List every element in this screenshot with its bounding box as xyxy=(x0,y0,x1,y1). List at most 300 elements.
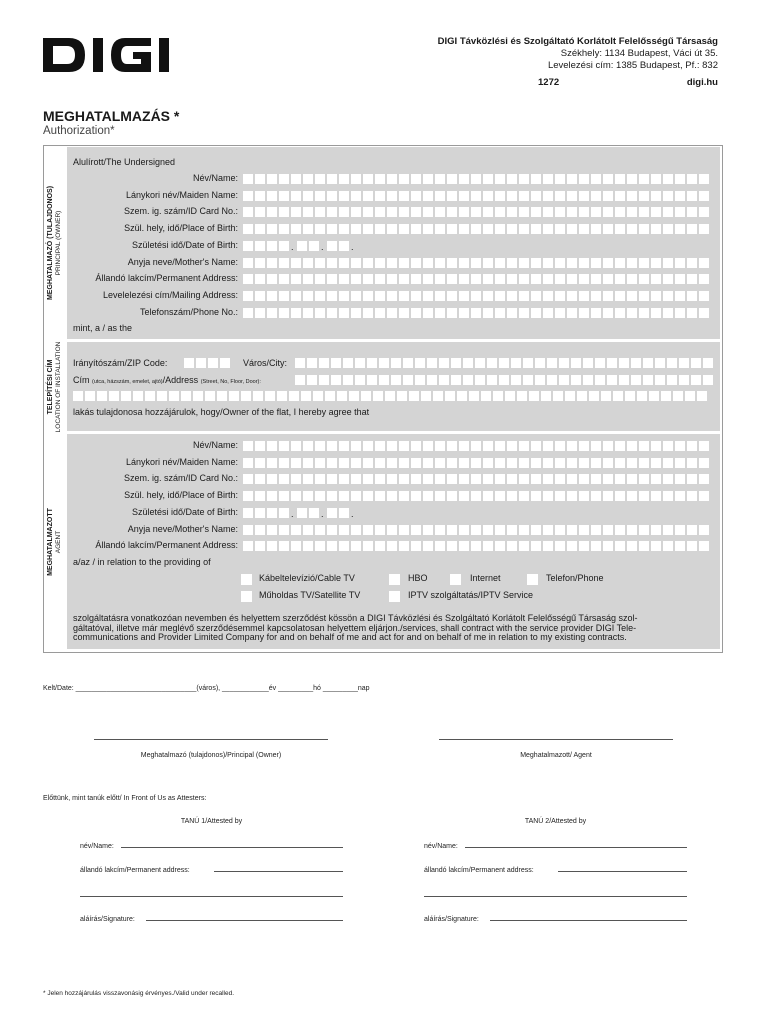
char-box[interactable] xyxy=(423,274,433,284)
zip-input[interactable] xyxy=(184,358,230,368)
char-box[interactable] xyxy=(699,258,709,268)
char-box[interactable] xyxy=(319,358,329,368)
char-box[interactable] xyxy=(339,191,349,201)
char-box[interactable] xyxy=(363,224,373,234)
char-box[interactable] xyxy=(315,441,325,451)
principal-birth-month-input[interactable] xyxy=(297,241,319,251)
char-box[interactable] xyxy=(547,375,557,385)
char-box[interactable] xyxy=(387,224,397,234)
char-box[interactable] xyxy=(327,258,337,268)
char-box[interactable] xyxy=(687,474,697,484)
char-box[interactable] xyxy=(699,224,709,234)
address-input-line-2[interactable] xyxy=(73,391,714,401)
char-box[interactable] xyxy=(675,174,685,184)
char-box[interactable] xyxy=(639,541,649,551)
char-box[interactable] xyxy=(663,458,673,468)
char-box[interactable] xyxy=(555,258,565,268)
char-box[interactable] xyxy=(399,174,409,184)
char-box[interactable] xyxy=(447,274,457,284)
agent-field-input[interactable] xyxy=(243,541,714,551)
char-box[interactable] xyxy=(471,174,481,184)
char-box[interactable] xyxy=(507,441,517,451)
char-box[interactable] xyxy=(315,525,325,535)
char-box[interactable] xyxy=(699,491,709,501)
char-box[interactable] xyxy=(675,191,685,201)
char-box[interactable] xyxy=(339,291,349,301)
char-box[interactable] xyxy=(351,541,361,551)
char-box[interactable] xyxy=(651,491,661,501)
char-box[interactable] xyxy=(375,491,385,501)
char-box[interactable] xyxy=(531,174,541,184)
char-box[interactable] xyxy=(279,207,289,217)
char-box[interactable] xyxy=(447,474,457,484)
char-box[interactable] xyxy=(663,258,673,268)
char-box[interactable] xyxy=(471,525,481,535)
char-box[interactable] xyxy=(699,525,709,535)
char-box[interactable] xyxy=(415,375,425,385)
char-box[interactable] xyxy=(303,274,313,284)
char-box[interactable] xyxy=(267,308,277,318)
char-box[interactable] xyxy=(447,491,457,501)
char-box[interactable] xyxy=(507,525,517,535)
char-box[interactable] xyxy=(339,474,349,484)
char-box[interactable] xyxy=(651,525,661,535)
char-box[interactable] xyxy=(423,258,433,268)
char-box[interactable] xyxy=(459,191,469,201)
char-box[interactable] xyxy=(433,391,443,401)
char-box[interactable] xyxy=(601,391,611,401)
char-box[interactable] xyxy=(507,258,517,268)
char-box[interactable] xyxy=(567,258,577,268)
char-box[interactable] xyxy=(447,441,457,451)
char-box[interactable] xyxy=(279,258,289,268)
char-box[interactable] xyxy=(307,358,317,368)
char-box[interactable] xyxy=(267,291,277,301)
char-box[interactable] xyxy=(319,375,329,385)
char-box[interactable] xyxy=(619,375,629,385)
char-box[interactable] xyxy=(423,308,433,318)
char-box[interactable] xyxy=(481,391,491,401)
char-box[interactable] xyxy=(97,391,107,401)
char-box[interactable] xyxy=(591,224,601,234)
char-box[interactable] xyxy=(351,491,361,501)
char-box[interactable] xyxy=(445,391,455,401)
char-box[interactable] xyxy=(483,191,493,201)
char-box[interactable] xyxy=(615,525,625,535)
char-box[interactable] xyxy=(355,375,365,385)
char-box[interactable] xyxy=(535,375,545,385)
char-box[interactable] xyxy=(703,358,713,368)
char-box[interactable] xyxy=(555,525,565,535)
char-box[interactable] xyxy=(567,474,577,484)
char-box[interactable] xyxy=(447,224,457,234)
char-box[interactable] xyxy=(399,274,409,284)
char-box[interactable] xyxy=(291,308,301,318)
char-box[interactable] xyxy=(591,541,601,551)
char-box[interactable] xyxy=(687,525,697,535)
char-box[interactable] xyxy=(411,258,421,268)
char-box[interactable] xyxy=(303,191,313,201)
char-box[interactable] xyxy=(607,375,617,385)
char-box[interactable] xyxy=(291,191,301,201)
char-box[interactable] xyxy=(531,458,541,468)
char-box[interactable] xyxy=(495,191,505,201)
char-box[interactable] xyxy=(255,258,265,268)
char-box[interactable] xyxy=(243,308,253,318)
char-box[interactable] xyxy=(351,224,361,234)
char-box[interactable] xyxy=(267,258,277,268)
char-box[interactable] xyxy=(519,491,529,501)
char-box[interactable] xyxy=(411,224,421,234)
char-box[interactable] xyxy=(579,458,589,468)
char-box[interactable] xyxy=(663,174,673,184)
char-box[interactable] xyxy=(279,474,289,484)
char-box[interactable] xyxy=(567,174,577,184)
witness2-address-line[interactable] xyxy=(558,871,687,872)
char-box[interactable] xyxy=(375,474,385,484)
char-box[interactable] xyxy=(439,358,449,368)
char-box[interactable] xyxy=(495,224,505,234)
char-box[interactable] xyxy=(579,274,589,284)
char-box[interactable] xyxy=(631,375,641,385)
char-box[interactable] xyxy=(363,474,373,484)
char-box[interactable] xyxy=(291,525,301,535)
char-box[interactable] xyxy=(639,291,649,301)
char-box[interactable] xyxy=(603,274,613,284)
char-box[interactable] xyxy=(507,274,517,284)
char-box[interactable] xyxy=(291,207,301,217)
char-box[interactable] xyxy=(459,474,469,484)
char-box[interactable] xyxy=(267,241,277,251)
char-box[interactable] xyxy=(595,358,605,368)
char-box[interactable] xyxy=(591,258,601,268)
char-box[interactable] xyxy=(315,291,325,301)
char-box[interactable] xyxy=(447,541,457,551)
char-box[interactable] xyxy=(483,525,493,535)
char-box[interactable] xyxy=(649,391,659,401)
char-box[interactable] xyxy=(375,224,385,234)
char-box[interactable] xyxy=(373,391,383,401)
char-box[interactable] xyxy=(471,458,481,468)
char-box[interactable] xyxy=(279,224,289,234)
char-box[interactable] xyxy=(243,441,253,451)
char-box[interactable] xyxy=(411,541,421,551)
char-box[interactable] xyxy=(289,391,299,401)
char-box[interactable] xyxy=(627,441,637,451)
address-input-line-1[interactable] xyxy=(295,375,714,385)
char-box[interactable] xyxy=(85,391,95,401)
char-box[interactable] xyxy=(687,224,697,234)
char-box[interactable] xyxy=(567,291,577,301)
char-box[interactable] xyxy=(471,491,481,501)
char-box[interactable] xyxy=(615,474,625,484)
char-box[interactable] xyxy=(375,274,385,284)
char-box[interactable] xyxy=(315,258,325,268)
char-box[interactable] xyxy=(663,525,673,535)
char-box[interactable] xyxy=(255,458,265,468)
char-box[interactable] xyxy=(579,491,589,501)
char-box[interactable] xyxy=(196,358,206,368)
char-box[interactable] xyxy=(699,474,709,484)
satellite-tv-checkbox[interactable] xyxy=(241,591,252,602)
char-box[interactable] xyxy=(651,274,661,284)
char-box[interactable] xyxy=(507,458,517,468)
char-box[interactable] xyxy=(519,308,529,318)
char-box[interactable] xyxy=(555,207,565,217)
char-box[interactable] xyxy=(603,224,613,234)
char-box[interactable] xyxy=(459,224,469,234)
char-box[interactable] xyxy=(579,474,589,484)
char-box[interactable] xyxy=(483,541,493,551)
char-box[interactable] xyxy=(435,274,445,284)
char-box[interactable] xyxy=(339,525,349,535)
char-box[interactable] xyxy=(279,525,289,535)
char-box[interactable] xyxy=(687,458,697,468)
char-box[interactable] xyxy=(265,391,275,401)
char-box[interactable] xyxy=(399,541,409,551)
char-box[interactable] xyxy=(303,441,313,451)
char-box[interactable] xyxy=(303,474,313,484)
char-box[interactable] xyxy=(603,541,613,551)
char-box[interactable] xyxy=(447,308,457,318)
char-box[interactable] xyxy=(339,508,349,518)
char-box[interactable] xyxy=(663,191,673,201)
char-box[interactable] xyxy=(627,274,637,284)
char-box[interactable] xyxy=(435,308,445,318)
char-box[interactable] xyxy=(505,391,515,401)
char-box[interactable] xyxy=(447,258,457,268)
char-box[interactable] xyxy=(567,274,577,284)
char-box[interactable] xyxy=(307,375,317,385)
char-box[interactable] xyxy=(451,358,461,368)
char-box[interactable] xyxy=(315,274,325,284)
char-box[interactable] xyxy=(651,207,661,217)
char-box[interactable] xyxy=(615,274,625,284)
char-box[interactable] xyxy=(375,458,385,468)
char-box[interactable] xyxy=(309,508,319,518)
char-box[interactable] xyxy=(675,224,685,234)
char-box[interactable] xyxy=(591,207,601,217)
char-box[interactable] xyxy=(243,291,253,301)
char-box[interactable] xyxy=(399,474,409,484)
char-box[interactable] xyxy=(507,291,517,301)
char-box[interactable] xyxy=(663,274,673,284)
char-box[interactable] xyxy=(243,541,253,551)
internet-checkbox[interactable] xyxy=(450,574,461,585)
char-box[interactable] xyxy=(447,291,457,301)
witness1-address-line[interactable] xyxy=(214,871,343,872)
char-box[interactable] xyxy=(699,441,709,451)
char-box[interactable] xyxy=(615,291,625,301)
char-box[interactable] xyxy=(423,207,433,217)
char-box[interactable] xyxy=(387,541,397,551)
char-box[interactable] xyxy=(627,525,637,535)
principal-field-input[interactable] xyxy=(243,207,714,217)
char-box[interactable] xyxy=(667,358,677,368)
char-box[interactable] xyxy=(555,441,565,451)
char-box[interactable] xyxy=(291,224,301,234)
char-box[interactable] xyxy=(639,441,649,451)
char-box[interactable] xyxy=(543,491,553,501)
char-box[interactable] xyxy=(463,375,473,385)
char-box[interactable] xyxy=(255,191,265,201)
char-box[interactable] xyxy=(543,474,553,484)
char-box[interactable] xyxy=(255,525,265,535)
char-box[interactable] xyxy=(699,191,709,201)
char-box[interactable] xyxy=(579,224,589,234)
char-box[interactable] xyxy=(351,258,361,268)
char-box[interactable] xyxy=(303,308,313,318)
char-box[interactable] xyxy=(411,174,421,184)
char-box[interactable] xyxy=(435,541,445,551)
char-box[interactable] xyxy=(651,174,661,184)
char-box[interactable] xyxy=(639,458,649,468)
char-box[interactable] xyxy=(543,224,553,234)
char-box[interactable] xyxy=(625,391,635,401)
char-box[interactable] xyxy=(157,391,167,401)
agent-birth-year-input[interactable] xyxy=(243,508,289,518)
char-box[interactable] xyxy=(451,375,461,385)
char-box[interactable] xyxy=(184,358,194,368)
char-box[interactable] xyxy=(411,491,421,501)
char-box[interactable] xyxy=(243,174,253,184)
principal-field-input[interactable] xyxy=(243,274,714,284)
char-box[interactable] xyxy=(387,441,397,451)
char-box[interactable] xyxy=(339,258,349,268)
char-box[interactable] xyxy=(675,441,685,451)
char-box[interactable] xyxy=(471,207,481,217)
char-box[interactable] xyxy=(379,375,389,385)
char-box[interactable] xyxy=(603,207,613,217)
char-box[interactable] xyxy=(519,474,529,484)
char-box[interactable] xyxy=(363,191,373,201)
char-box[interactable] xyxy=(387,274,397,284)
char-box[interactable] xyxy=(471,474,481,484)
char-box[interactable] xyxy=(615,541,625,551)
char-box[interactable] xyxy=(637,391,647,401)
char-box[interactable] xyxy=(459,441,469,451)
char-box[interactable] xyxy=(409,391,419,401)
char-box[interactable] xyxy=(591,491,601,501)
char-box[interactable] xyxy=(487,358,497,368)
char-box[interactable] xyxy=(483,258,493,268)
char-box[interactable] xyxy=(639,474,649,484)
char-box[interactable] xyxy=(339,491,349,501)
char-box[interactable] xyxy=(327,441,337,451)
char-box[interactable] xyxy=(687,258,697,268)
char-box[interactable] xyxy=(241,391,251,401)
char-box[interactable] xyxy=(603,491,613,501)
char-box[interactable] xyxy=(267,458,277,468)
char-box[interactable] xyxy=(411,441,421,451)
char-box[interactable] xyxy=(483,174,493,184)
char-box[interactable] xyxy=(667,375,677,385)
char-box[interactable] xyxy=(387,174,397,184)
char-box[interactable] xyxy=(303,207,313,217)
char-box[interactable] xyxy=(411,191,421,201)
char-box[interactable] xyxy=(363,458,373,468)
char-box[interactable] xyxy=(675,541,685,551)
char-box[interactable] xyxy=(399,224,409,234)
char-box[interactable] xyxy=(579,191,589,201)
char-box[interactable] xyxy=(607,358,617,368)
char-box[interactable] xyxy=(387,191,397,201)
char-box[interactable] xyxy=(651,441,661,451)
char-box[interactable] xyxy=(615,174,625,184)
char-box[interactable] xyxy=(703,375,713,385)
agent-birth-month-input[interactable] xyxy=(297,508,319,518)
char-box[interactable] xyxy=(243,491,253,501)
char-box[interactable] xyxy=(339,458,349,468)
char-box[interactable] xyxy=(543,258,553,268)
char-box[interactable] xyxy=(651,458,661,468)
char-box[interactable] xyxy=(627,491,637,501)
char-box[interactable] xyxy=(291,174,301,184)
char-box[interactable] xyxy=(423,174,433,184)
char-box[interactable] xyxy=(423,458,433,468)
char-box[interactable] xyxy=(471,441,481,451)
char-box[interactable] xyxy=(303,458,313,468)
char-box[interactable] xyxy=(267,541,277,551)
char-box[interactable] xyxy=(531,207,541,217)
char-box[interactable] xyxy=(583,375,593,385)
char-box[interactable] xyxy=(639,308,649,318)
char-box[interactable] xyxy=(255,224,265,234)
char-box[interactable] xyxy=(687,274,697,284)
char-box[interactable] xyxy=(483,458,493,468)
char-box[interactable] xyxy=(493,391,503,401)
char-box[interactable] xyxy=(655,375,665,385)
char-box[interactable] xyxy=(507,308,517,318)
char-box[interactable] xyxy=(519,207,529,217)
char-box[interactable] xyxy=(541,391,551,401)
char-box[interactable] xyxy=(327,308,337,318)
char-box[interactable] xyxy=(675,474,685,484)
char-box[interactable] xyxy=(255,508,265,518)
char-box[interactable] xyxy=(423,474,433,484)
char-box[interactable] xyxy=(295,375,305,385)
char-box[interactable] xyxy=(571,358,581,368)
char-box[interactable] xyxy=(351,308,361,318)
char-box[interactable] xyxy=(615,441,625,451)
char-box[interactable] xyxy=(267,441,277,451)
char-box[interactable] xyxy=(327,191,337,201)
char-box[interactable] xyxy=(351,291,361,301)
char-box[interactable] xyxy=(253,391,263,401)
char-box[interactable] xyxy=(387,207,397,217)
char-box[interactable] xyxy=(267,474,277,484)
char-box[interactable] xyxy=(109,391,119,401)
char-box[interactable] xyxy=(565,391,575,401)
char-box[interactable] xyxy=(499,375,509,385)
char-box[interactable] xyxy=(543,441,553,451)
char-box[interactable] xyxy=(435,441,445,451)
agent-field-input[interactable] xyxy=(243,525,714,535)
char-box[interactable] xyxy=(267,525,277,535)
char-box[interactable] xyxy=(303,224,313,234)
char-box[interactable] xyxy=(279,541,289,551)
iptv-checkbox[interactable] xyxy=(389,591,400,602)
char-box[interactable] xyxy=(339,224,349,234)
char-box[interactable] xyxy=(511,375,521,385)
char-box[interactable] xyxy=(471,308,481,318)
char-box[interactable] xyxy=(399,191,409,201)
char-box[interactable] xyxy=(327,274,337,284)
witness2-signature-line[interactable] xyxy=(490,920,687,921)
char-box[interactable] xyxy=(435,191,445,201)
char-box[interactable] xyxy=(169,391,179,401)
char-box[interactable] xyxy=(243,258,253,268)
